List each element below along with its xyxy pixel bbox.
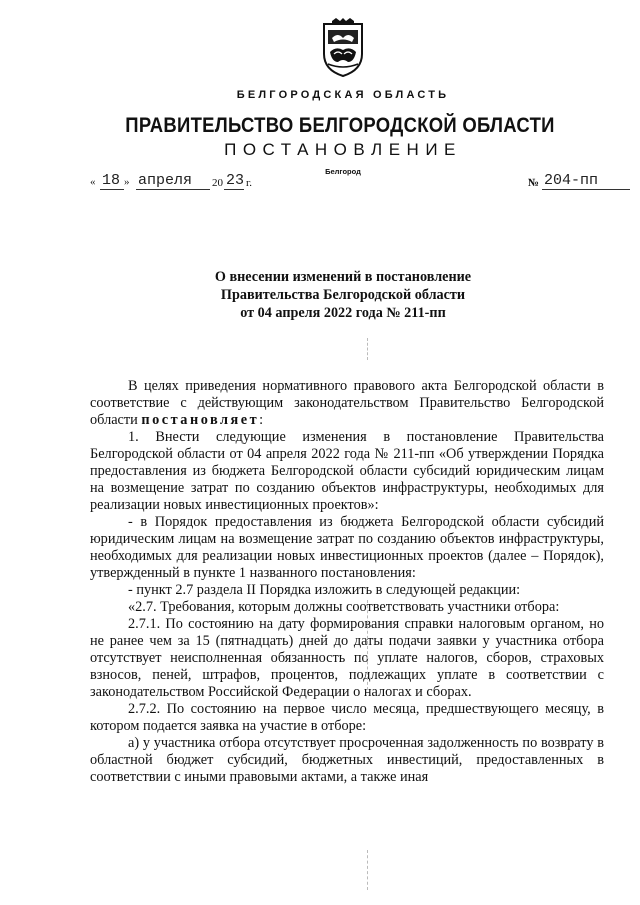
date-year-suffix: 23 (226, 172, 245, 189)
document-type-heading: ПОСТАНОВЛЕНИЕ (224, 140, 462, 159)
paragraph-2-7-1: 2.7.1. По состоянию на дату формирования справки налоговым органом, но не ранее чем за 15 (пятнадцать) дней до даты подачи заявки у участника отбора отсутствует неисполненная обязанность по уплате налогов, сборов, страховых взносов, пеней, штрафов, процентов, подлежащих уплате в соответствии с законодательством Российской Федерации о налогах и сборах. (90, 616, 604, 700)
paragraph-2-7-2: 2.7.2. По состоянию на первое число месяца, предшествующего месяцу, в котором подается заявка на участие в отборе: (90, 701, 604, 734)
scan-crease (367, 600, 368, 690)
date-month: апреля (138, 172, 193, 189)
paragraph-amend-point: - пункт 2.7 раздела II Порядка изложить в следующей редакции: (128, 582, 521, 598)
paragraph-requirements: «2.7. Требования, которым должны соответствовать участники отбора: (128, 599, 560, 615)
number-underline (542, 189, 630, 190)
scan-crease (367, 850, 368, 890)
document-body (90, 378, 604, 786)
month-underline (136, 189, 210, 190)
preamble-decree-word: постановляет (141, 412, 260, 428)
document-number: 204-пп (544, 172, 599, 189)
date-day: 18 (102, 172, 121, 189)
document-title (0, 268, 640, 322)
title-line-1: О внесении изменений в постановление (214, 269, 472, 285)
date-year-unit: г. (246, 177, 253, 189)
number-label: № (528, 177, 540, 189)
date-open-quote: « (90, 176, 96, 188)
paragraph-item-a: а) у участника отбора отсутствует просроченная задолженность по возврату в областной бюджет субсидий, бюджетных инвестиций, предоставленных в соответствии с иными правовыми актами, а также иная (90, 735, 604, 785)
title-line-2: Правительства Белгородской области (220, 287, 466, 303)
city-label: Белгород (325, 167, 361, 176)
paragraph-preamble (90, 378, 604, 429)
year-underline (224, 189, 244, 190)
government-heading: ПРАВИТЕЛЬСТВО БЕЛГОРОДСКОЙ ОБЛАСТИ (125, 114, 555, 137)
paragraph-amend-order: - в Порядок предоставления из бюджета Белгородской области субсидий юридическим лицам на возмещение затрат по созданию объектов инфраструктуры, необходимых для реализации новых инвестиционных проектов (далее – Порядок), утвержденный в пункте 1 названного постановления: (90, 514, 604, 581)
title-line-3: от 04 апреля 2022 года № 211-пп (240, 305, 446, 321)
scan-crease (367, 338, 368, 360)
coat-of-arms-icon (318, 18, 368, 78)
day-underline (100, 189, 124, 190)
paragraph-item-1: 1. Внести следующие изменения в постановление Правительства Белгородской области от 04 апреля 2022 года № 211-пп «Об утверждении Порядка предоставления из бюджета Белгородской области субсидий юридическим лицам на возмещение затрат по созданию объектов инфраструктуры, необходимых для реализации новых инвестиционных проектов»: (90, 429, 604, 513)
date-year-prefix: 20 (212, 177, 223, 189)
preamble-text: В целях приведения нормативного правового акта Белгородской области в соответствие с действующим законодательством Правительство Белгородской области (90, 378, 604, 428)
date-close-quote: » (124, 176, 130, 188)
preamble-colon: : (259, 412, 264, 428)
region-heading: БЕЛГОРОДСКАЯ ОБЛАСТЬ (236, 89, 450, 101)
